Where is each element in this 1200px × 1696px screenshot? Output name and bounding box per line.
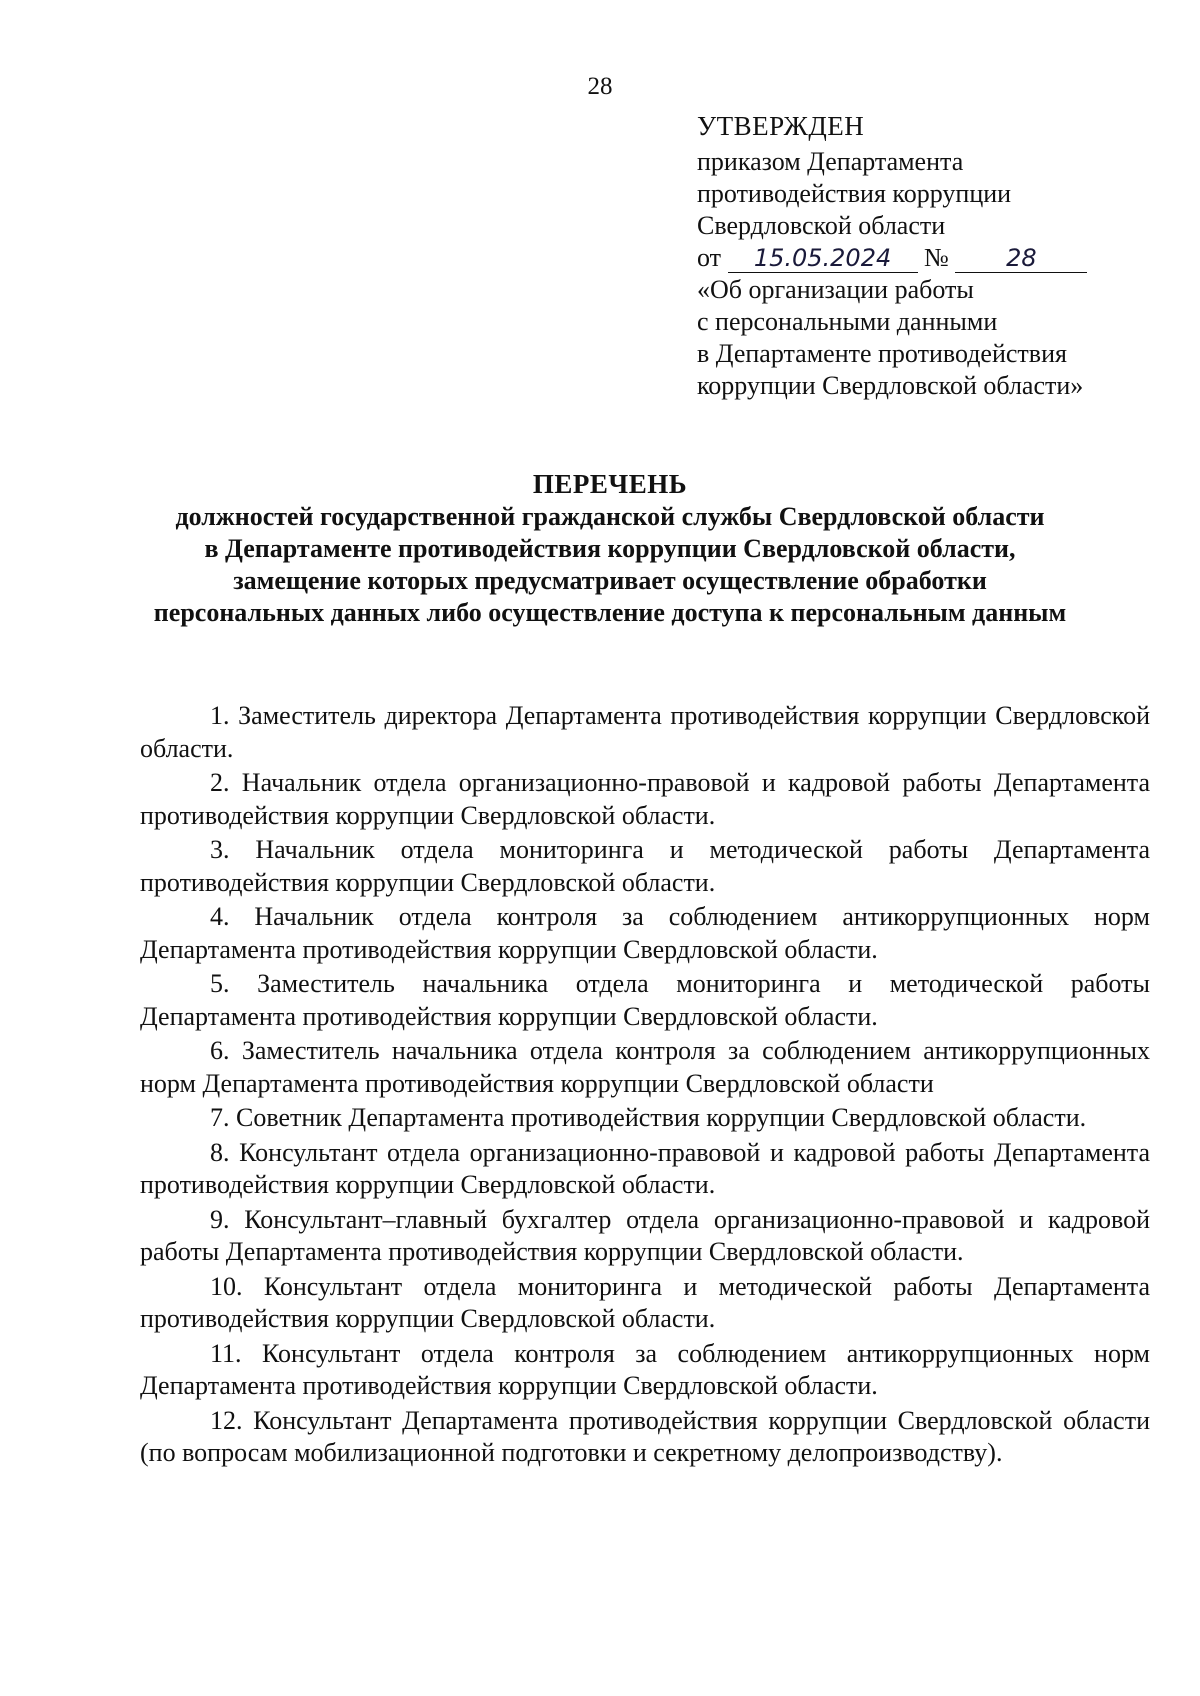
list-item: 6. Заместитель начальника отдела контроля за соблюдением антикоррупционных норм Департамента противодействия коррупции Свердловской области <box>140 1036 1150 1098</box>
list-item: 3. Начальник отдела мониторинга и методической работы Департамента противодействия коррупции Свердловской области. <box>140 835 1150 897</box>
approval-line: Свердловской области <box>697 211 946 240</box>
document-subtitle-line: в Департаменте противодействия коррупции Свердловской области, <box>204 534 1016 563</box>
page-number: 28 <box>587 73 613 100</box>
approval-subject-line: с персональными данными <box>697 307 998 336</box>
approval-line: приказом Департамента <box>697 147 964 176</box>
list-item: 1. Заместитель директора Департамента противодействия коррупции Свердловской области. <box>140 701 1150 763</box>
list-item: 5. Заместитель начальника отдела мониторинга и методической работы Департамента противодействия коррупции Свердловской области. <box>140 969 1150 1031</box>
list-item: 11. Консультант отдела контроля за соблюдением антикоррупционных норм Департамента противодействия коррупции Свердловской области. <box>140 1338 1150 1400</box>
list-item: 7. Советник Департамента противодействия коррупции Свердловской области. <box>210 1103 1087 1132</box>
positions-list <box>140 700 1150 1472</box>
document-title: ПЕРЕЧЕНЬ <box>532 469 688 499</box>
approval-heading: УТВЕРЖДЕН <box>697 111 865 141</box>
handwritten-number: 28 <box>955 244 1087 273</box>
approval-subject-line: в Департаменте противодействия <box>697 339 1067 368</box>
approval-stamp-block <box>697 110 1177 402</box>
document-title-block <box>120 468 1100 629</box>
document-subtitle-line: персональных данных либо осуществление доступа к персональным данным <box>153 598 1067 627</box>
approval-subject-line: коррупции Свердловской области» <box>697 371 1084 400</box>
list-item: 12. Консультант Департамента противодействия коррупции Свердловской области (по вопросам мобилизационной подготовки и секретному делопроизводству). <box>140 1405 1150 1467</box>
approval-line: противодействия коррупции <box>697 179 1012 208</box>
list-item: 8. Консультант отдела организационно-правовой и кадровой работы Департамента противодействия коррупции Свердловской области. <box>140 1137 1150 1199</box>
handwritten-date: 15.05.2024 <box>728 244 918 273</box>
list-item: 9. Консультант–главный бухгалтер отдела организационно-правовой и кадровой работы Департамента противодействия коррупции Свердловской области. <box>140 1204 1150 1266</box>
list-item: 4. Начальник отдела контроля за соблюдением антикоррупционных норм Департамента противодействия коррупции Свердловской области. <box>140 902 1150 964</box>
list-item: 10. Консультант отдела мониторинга и методической работы Департамента противодействия коррупции Свердловской области. <box>140 1271 1150 1333</box>
document-subtitle-line: замещение которых предусматривает осуществление обработки <box>233 566 987 595</box>
number-prefix: № <box>924 243 949 272</box>
date-prefix: от <box>697 243 722 272</box>
document-subtitle-line: должностей государственной гражданской службы Свердловской области <box>175 502 1045 531</box>
list-item: 2. Начальник отдела организационно-правовой и кадровой работы Департамента противодействия коррупции Свердловской области. <box>140 768 1150 830</box>
approval-subject-line: «Об организации работы <box>697 275 974 304</box>
approval-date-number-line <box>697 242 1177 274</box>
